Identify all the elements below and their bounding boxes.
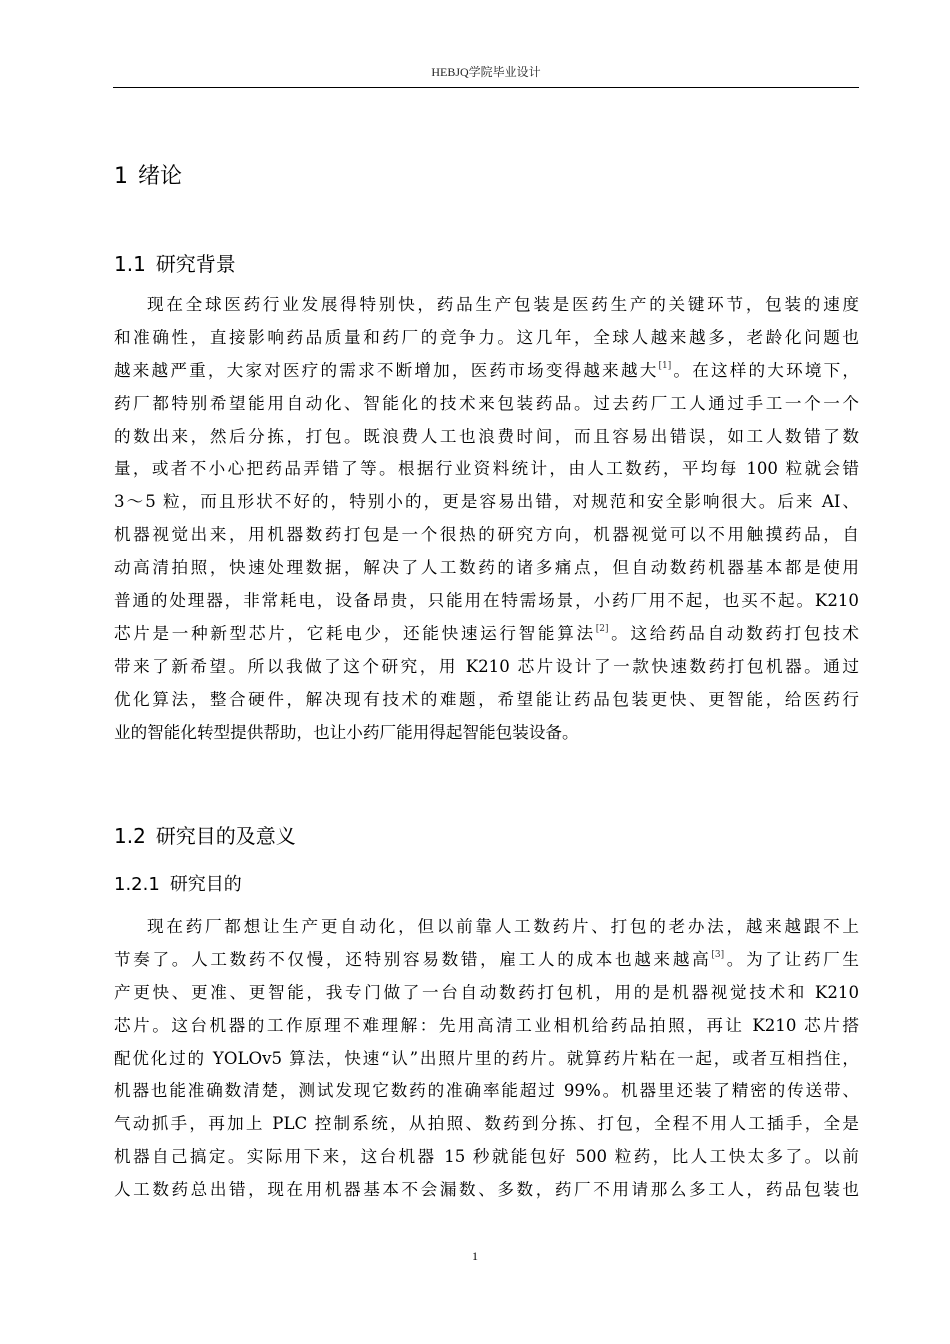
paragraph-research-background (114, 289, 859, 749)
citation-ref[interactable]: [1] (658, 360, 672, 371)
text-run: 节奏了。人工数药不仅慢，还特别容易数错，雇工人的成本也越来越高 (114, 949, 712, 969)
section-title: 研究背景 (155, 252, 236, 276)
section-heading-1-1 (114, 250, 236, 278)
subsection-heading-1-2-1 (114, 872, 242, 898)
text-line: 机器视觉出来，用机器数药打包是一个很热的研究方向，机器视觉可以不用触摸药品，自 (114, 525, 859, 545)
section-number: 1.2 (114, 824, 146, 848)
text-run: 。为了让药厂生 (724, 949, 859, 969)
text-line: 人工数药总出错，现在用机器基本不会漏数、多数，药厂不用请那么多工人，药品包装也 (114, 1180, 859, 1200)
paragraph-research-purpose (114, 911, 859, 1207)
subsection-title: 研究目的 (169, 874, 242, 895)
text-line: 药厂都特别希望能用自动化、智能化的技术来包装药品。过去药厂工人通过手工一个一个 (114, 393, 859, 413)
section-number: 1.1 (114, 252, 146, 276)
citation-ref[interactable]: [2] (595, 623, 609, 634)
chapter-heading (114, 162, 182, 192)
text-run: 芯片是一种新型芯片，它耗电少，还能快速运行智能算法 (114, 623, 596, 643)
chapter-title: 绪论 (138, 164, 183, 189)
text-line: 业的智能化转型提供帮助，也让小药厂能用得起智能包装设备。 (114, 722, 579, 742)
text-run: 。这给药品自动数药打包技术 (608, 623, 859, 643)
text-line: 量，或者不小心把药品弄错了等。根据行业资料统计，由人工数药，平均每 100 粒就会错 (114, 459, 859, 479)
text-line: 现在全球医药行业发展得特别快，药品生产包装是医药生产的关键环节，包装的速度 (147, 295, 859, 314)
text-line (114, 355, 859, 388)
text-line: 带来了新希望。所以我做了这个研究，用 K210 芯片设计了一款快速数药打包机器。通过 (114, 656, 859, 676)
text-line: 和准确性，直接影响药品质量和药厂的竞争力。这几年，全球人越来越多，老龄化问题也 (114, 327, 859, 347)
text-line: 动高清拍照，快速处理数据，解决了人工数药的诸多痛点，但自动数药机器基本都是使用 (114, 558, 859, 578)
text-line: 气动抓手，再加上 PLC 控制系统，从拍照、数药到分拣、打包，全程不用人工插手，全是 (114, 1114, 859, 1134)
text-run: 。在这样的大环境下， (671, 360, 859, 380)
header-divider (113, 87, 859, 88)
text-line (114, 618, 859, 651)
text-line: 普通的处理器，非常耗电，设备昂贵，只能用在特需场景，小药厂用不起，也买不起。K210 (114, 591, 859, 611)
text-line: 芯片。这台机器的工作原理不难理解：先用高清工业相机给药品拍照，再让 K210 芯片搭 (114, 1015, 859, 1035)
page-header: HEBJQ学院毕业设计 (431, 65, 541, 79)
text-line: 配优化过的 YOLOv5 算法，快速“认”出照片里的药片。就算药片粘在一起，或者互相挡住， (114, 1048, 859, 1068)
text-line: 现在药厂都想让生产更自动化，但以前靠人工数药片、打包的老办法，越来越跟不上 (147, 917, 859, 936)
text-line (114, 944, 859, 977)
text-line: 机器也能准确数清楚，测试发现它数药的准确率能超过 99%。机器里还装了精密的传送带、 (114, 1081, 859, 1101)
page-number: 1 (472, 1249, 478, 1263)
citation-ref[interactable]: [3] (711, 949, 725, 960)
text-line: 3～5 粒，而且形状不好的，特别小的，更是容易出错，对规范和安全影响很大。后来 AI、 (114, 492, 859, 512)
section-heading-1-2 (114, 822, 296, 850)
text-line: 产更快、更准、更智能，我专门做了一台自动数药打包机，用的是机器视觉技术和 K210 (114, 982, 859, 1002)
subsection-number: 1.2.1 (114, 874, 160, 895)
text-line: 的数出来，然后分拣，打包。既浪费人工也浪费时间，而且容易出错误，如工人数错了数 (114, 426, 859, 446)
text-run: 越来越严重，大家对医疗的需求不断增加，医药市场变得越来越大 (114, 360, 659, 380)
chapter-number: 1 (114, 164, 128, 189)
section-title: 研究目的及意义 (155, 824, 296, 848)
text-line: 机器自己搞定。实际用下来，这台机器 15 秒就能包好 500 粒药，比人工快太多了。以前 (114, 1147, 859, 1167)
text-line: 优化算法，整合硬件，解决现有技术的难题，希望能让药品包装更快、更智能，给医药行 (114, 689, 859, 709)
